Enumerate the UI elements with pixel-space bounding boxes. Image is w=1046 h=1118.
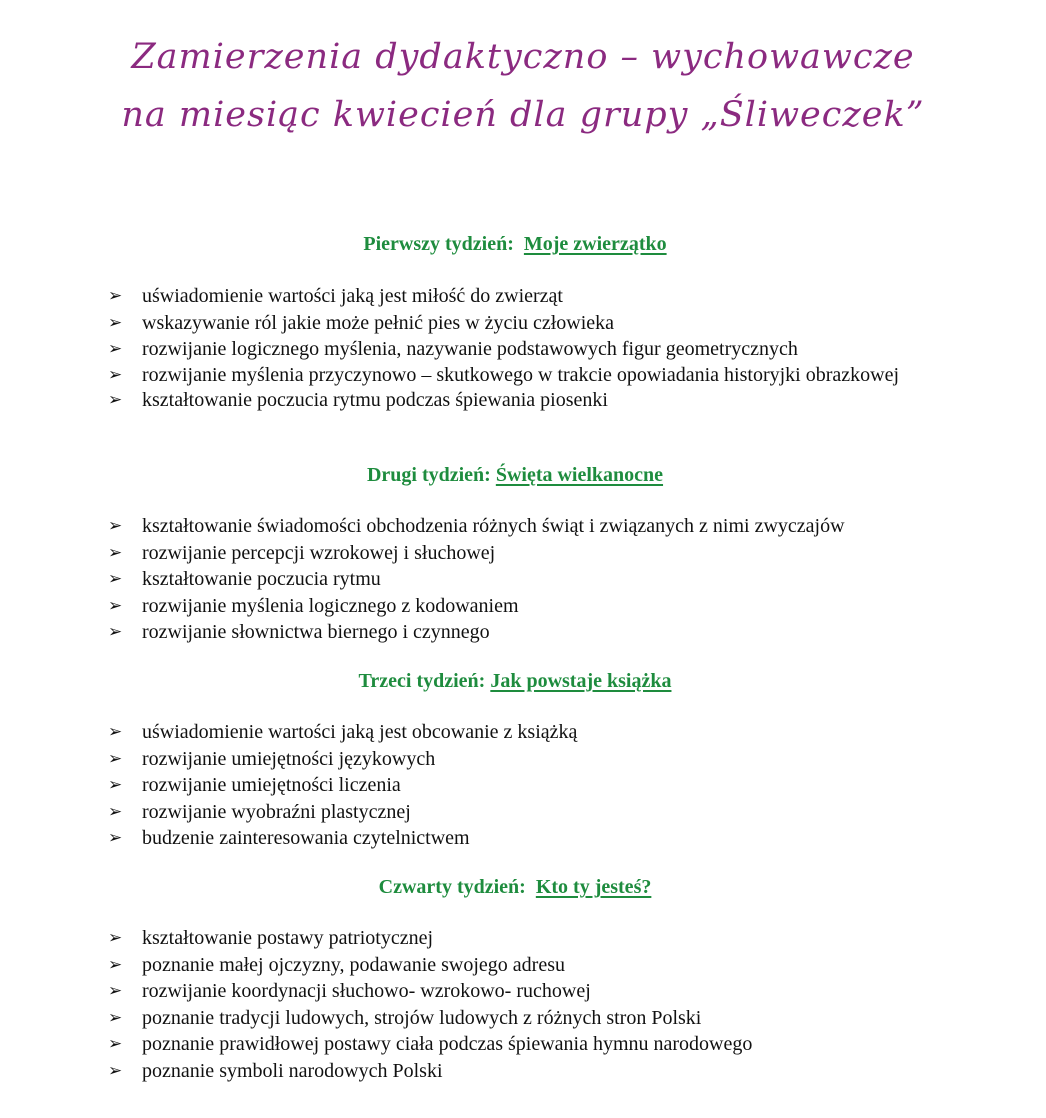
arrow-bullet-icon: ➢ [108, 389, 123, 410]
week-topic: Święta wielkanocne [495, 464, 664, 486]
goal-text: uświadomienie wartości jaką jest obcowanie z książką [142, 721, 578, 743]
goal-list-item [108, 540, 928, 567]
arrow-bullet-icon: ➢ [108, 1034, 123, 1054]
week-label: Trzeci tydzień: [358, 670, 486, 692]
goal-list-item [108, 363, 928, 387]
arrow-bullet-icon: ➢ [108, 828, 123, 848]
goal-list-item [108, 283, 928, 310]
arrow-bullet-icon: ➢ [108, 516, 123, 536]
goal-text: kształtowanie świadomości obchodzenia różnych świąt i związanych z nimi zwyczajów [142, 515, 845, 537]
goal-list-item [108, 1031, 928, 1058]
week-4-heading [0, 873, 1030, 901]
goal-list-item [108, 1058, 928, 1085]
goal-text: rozwijanie koordynacji słuchowo- wzrokowo- ruchowej [142, 980, 591, 1002]
arrow-bullet-icon: ➢ [108, 748, 123, 769]
week-label: Czwarty tydzień: [378, 876, 526, 898]
goal-list-item [108, 336, 928, 363]
goal-text: rozwijanie myślenia przyczynowo – skutkowego w trakcie opowiadania historyjki obrazkowej [142, 363, 900, 386]
arrow-bullet-icon: ➢ [108, 954, 123, 975]
goal-text: rozwijanie umiejętności liczenia [142, 774, 401, 796]
goal-text: rozwijanie umiejętności językowych [142, 747, 436, 770]
goal-list-item [108, 513, 928, 540]
arrow-bullet-icon: ➢ [108, 981, 123, 1001]
goal-list-item [108, 925, 928, 952]
goal-list-item [108, 310, 928, 337]
arrow-bullet-icon: ➢ [108, 312, 123, 333]
goal-text: poznanie symboli narodowych Polski [142, 1059, 443, 1082]
goal-text: kształtowanie poczucia rytmu [142, 568, 381, 590]
week-label: Pierwszy tydzień: [363, 233, 514, 255]
arrow-bullet-icon: ➢ [108, 339, 123, 359]
arrow-bullet-icon: ➢ [108, 569, 123, 589]
week-3-heading [0, 667, 1030, 695]
goal-text: budzenie zainteresowania czytelnictwem [142, 827, 470, 849]
goal-list-item [108, 593, 928, 620]
arrow-bullet-icon: ➢ [108, 801, 123, 822]
goal-text: kształtowanie postawy patriotycznej [142, 927, 434, 949]
arrow-bullet-icon: ➢ [108, 1007, 123, 1028]
goal-text: rozwijanie percepcji wzrokowej i słuchowej [142, 541, 496, 564]
week-1-heading [0, 230, 1030, 258]
goal-list-item [108, 746, 928, 773]
goal-list-item [108, 387, 928, 414]
goal-text: poznanie tradycji ludowych, strojów ludowych z różnych stron Polski [142, 1006, 702, 1029]
goal-text: poznanie małej ojczyzny, podawanie swojego adresu [142, 953, 565, 976]
goal-text: rozwijanie logicznego myślenia, nazywanie podstawowych figur geometrycznych [142, 338, 798, 360]
goal-text: wskazywanie ról jakie może pełnić pies w życiu człowieka [142, 311, 615, 334]
goal-text: poznanie prawidłowej postawy ciała podczas śpiewania hymnu narodowego [142, 1033, 753, 1055]
week-topic: Moje zwierzątko [523, 233, 667, 255]
goal-text: rozwijanie myślenia logicznego z kodowaniem [142, 594, 519, 617]
week-1-goal-list [108, 283, 928, 413]
goal-list-item [108, 719, 928, 746]
page-title-line-2: na miesiąc kwiecień dla grupy „Śliweczek” [121, 95, 925, 135]
arrow-bullet-icon: ➢ [108, 622, 123, 642]
week-2-heading [0, 461, 1030, 489]
arrow-bullet-icon: ➢ [108, 542, 123, 563]
goal-text: kształtowanie poczucia rytmu podczas śpiewania piosenki [142, 388, 608, 411]
arrow-bullet-icon: ➢ [108, 286, 123, 306]
goal-list-item [108, 978, 928, 1005]
goal-list-item [108, 825, 928, 852]
page-title-line-1: Zamierzenia dydaktyczno – wychowawcze [131, 37, 915, 77]
goal-list-item [108, 952, 928, 979]
week-topic: Jak powstaje książka [490, 670, 672, 692]
week-topic: Kto ty jesteś? [535, 876, 652, 898]
arrow-bullet-icon: ➢ [108, 595, 123, 616]
goal-list-item [108, 772, 928, 799]
goal-list-item [108, 619, 928, 646]
goal-text: rozwijanie słownictwa biernego i czynnego [142, 621, 490, 643]
goal-text: rozwijanie wyobraźni plastycznej [142, 800, 411, 823]
arrow-bullet-icon: ➢ [108, 928, 123, 948]
goal-text: uświadomienie wartości jaką jest miłość do zwierząt [142, 285, 563, 307]
week-3-goal-list [108, 719, 928, 852]
goal-list-item [108, 799, 928, 826]
week-2-goal-list [108, 513, 928, 646]
week-label: Drugi tydzień: [366, 464, 491, 486]
arrow-bullet-icon: ➢ [108, 1060, 123, 1081]
arrow-bullet-icon: ➢ [108, 364, 123, 385]
arrow-bullet-icon: ➢ [108, 722, 123, 742]
week-4-goal-list [108, 925, 928, 1084]
goal-list-item [108, 1005, 928, 1032]
goal-list-item [108, 566, 928, 593]
arrow-bullet-icon: ➢ [108, 775, 123, 795]
